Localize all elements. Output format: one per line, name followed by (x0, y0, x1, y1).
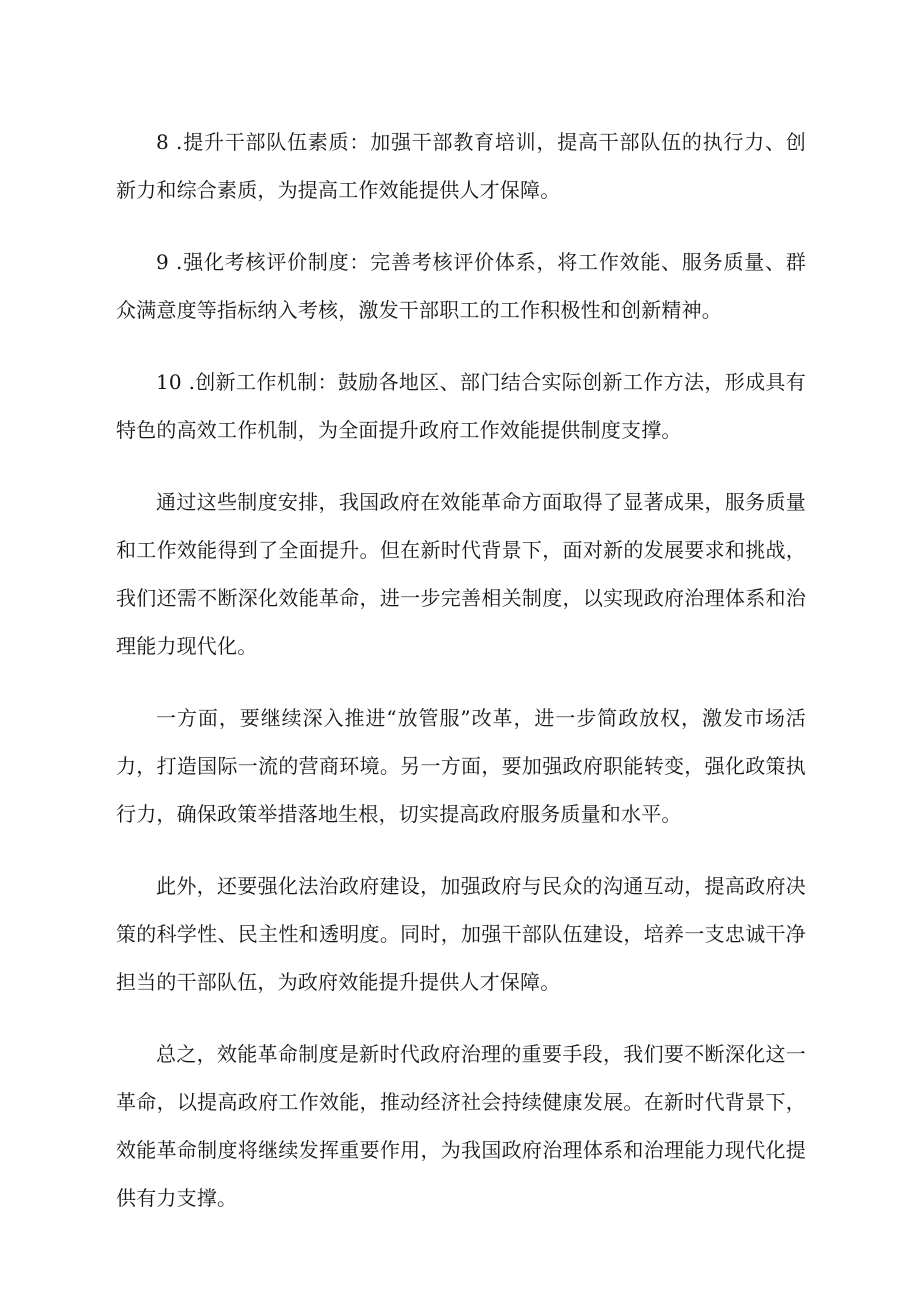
paragraph-item-9: 9 .强化考核评价制度：完善考核评价体系，将工作效能、服务质量、群众满意度等指标纳入考核，激发干部职工的工作积极性和创新精神。 (116, 250, 806, 322)
paragraph-in-addition: 此外，还要强化法治政府建设，加强政府与民众的沟通互动，提高政府决策的科学性、民主性和透明度。同时，加强干部队伍建设，培养一支忠诚干净担当的干部队伍，为政府效能提升提供人才保障。 (116, 874, 806, 994)
paragraph-item-10: 10 .创新工作机制：鼓励各地区、部门结合实际创新工作方法，形成具有特色的高效工作机制，为全面提升政府工作效能提供制度支撑。 (116, 370, 806, 442)
paragraph-conclusion: 总之，效能革命制度是新时代政府治理的重要手段，我们要不断深化这一革命，以提高政府工作效能，推动经济社会持续健康发展。在新时代背景下，效能革命制度将继续发挥重要作用，为我国政府治理体系和治理能力现代化提供有力支撑。 (116, 1042, 806, 1210)
paragraph-item-8: 8 .提升干部队伍素质：加强干部教育培训，提高干部队伍的执行力、创新力和综合素质，为提高工作效能提供人才保障。 (116, 130, 806, 202)
paragraph-summary: 通过这些制度安排，我国政府在效能革命方面取得了显著成果，服务质量和工作效能得到了全面提升。但在新时代背景下，面对新的发展要求和挑战，我们还需不断深化效能革命，进一步完善相关制度，以实现政府治理体系和治理能力现代化。 (116, 490, 806, 658)
document-body (116, 118, 806, 1246)
paragraph-one-hand: 一方面，要继续深入推进“放管服”改革，进一步简政放权，激发市场活力，打造国际一流的营商环境。另一方面，要加强政府职能转变，强化政策执行力，确保政策举措落地生根，切实提高政府服务质量和水平。 (116, 706, 806, 826)
